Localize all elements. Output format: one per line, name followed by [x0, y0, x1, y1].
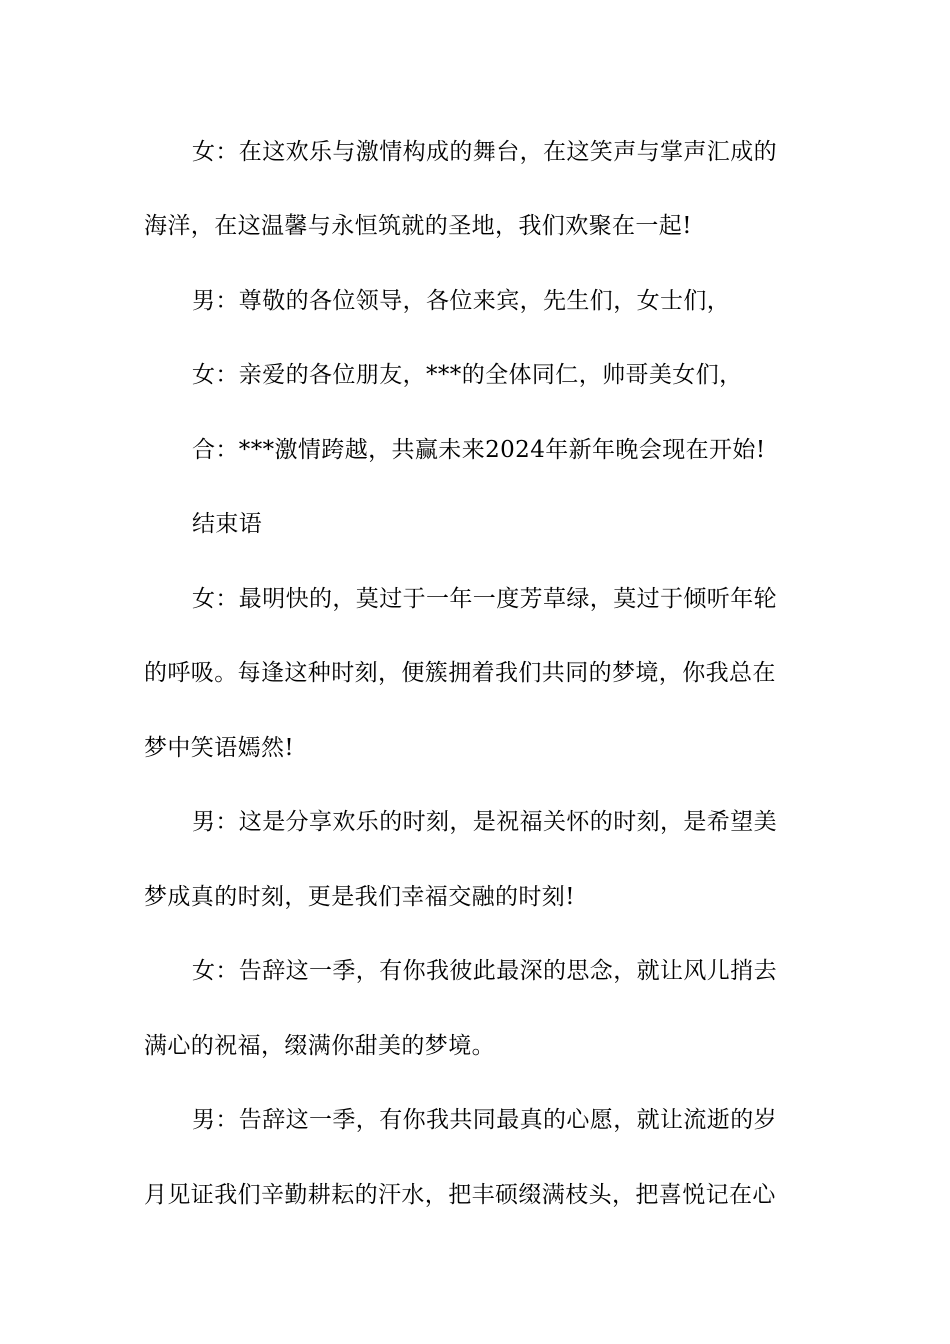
text-line: 满心的祝福，缀满你甜美的梦境。 — [144, 1033, 495, 1059]
text-line: 女：告辞这一季，有你我彼此最深的思念，就让风儿捎去 — [192, 958, 777, 984]
text-line: 女：在这欢乐与激情构成的舞台，在这笑声与掌声汇成的 — [192, 139, 777, 165]
section-heading: 结束语 — [192, 511, 263, 537]
text-line: 女：亲爱的各位朋友，***的全体同仁，帅哥美女们， — [192, 362, 743, 388]
text-line: 女：最明快的，莫过于一年一度芳草绿，莫过于倾听年轮 — [192, 586, 777, 612]
text-line: 梦成真的时刻，更是我们幸福交融的时刻! — [144, 884, 575, 910]
text-line: 月见证我们辛勤耕耘的汗水，把丰硕缀满枝头，把喜悦记在心 — [144, 1182, 776, 1208]
text-line: 男：告辞这一季，有你我共同最真的心愿，就让流逝的岁 — [192, 1107, 777, 1133]
text-line: 合：***激情跨越，共赢未来2024年新年晚会现在开始! — [192, 437, 766, 463]
text-line: 男：尊敬的各位领导，各位来宾，先生们，女士们， — [192, 288, 731, 314]
text-line: 的呼吸。每逢这种时刻，便簇拥着我们共同的梦境，你我总在 — [144, 660, 776, 686]
text-line: 男：这是分享欢乐的时刻，是祝福关怀的时刻，是希望美 — [192, 809, 777, 835]
text-line: 海洋，在这温馨与永恒筑就的圣地，我们欢聚在一起! — [144, 213, 692, 239]
text-line: 梦中笑语嫣然! — [144, 735, 295, 761]
